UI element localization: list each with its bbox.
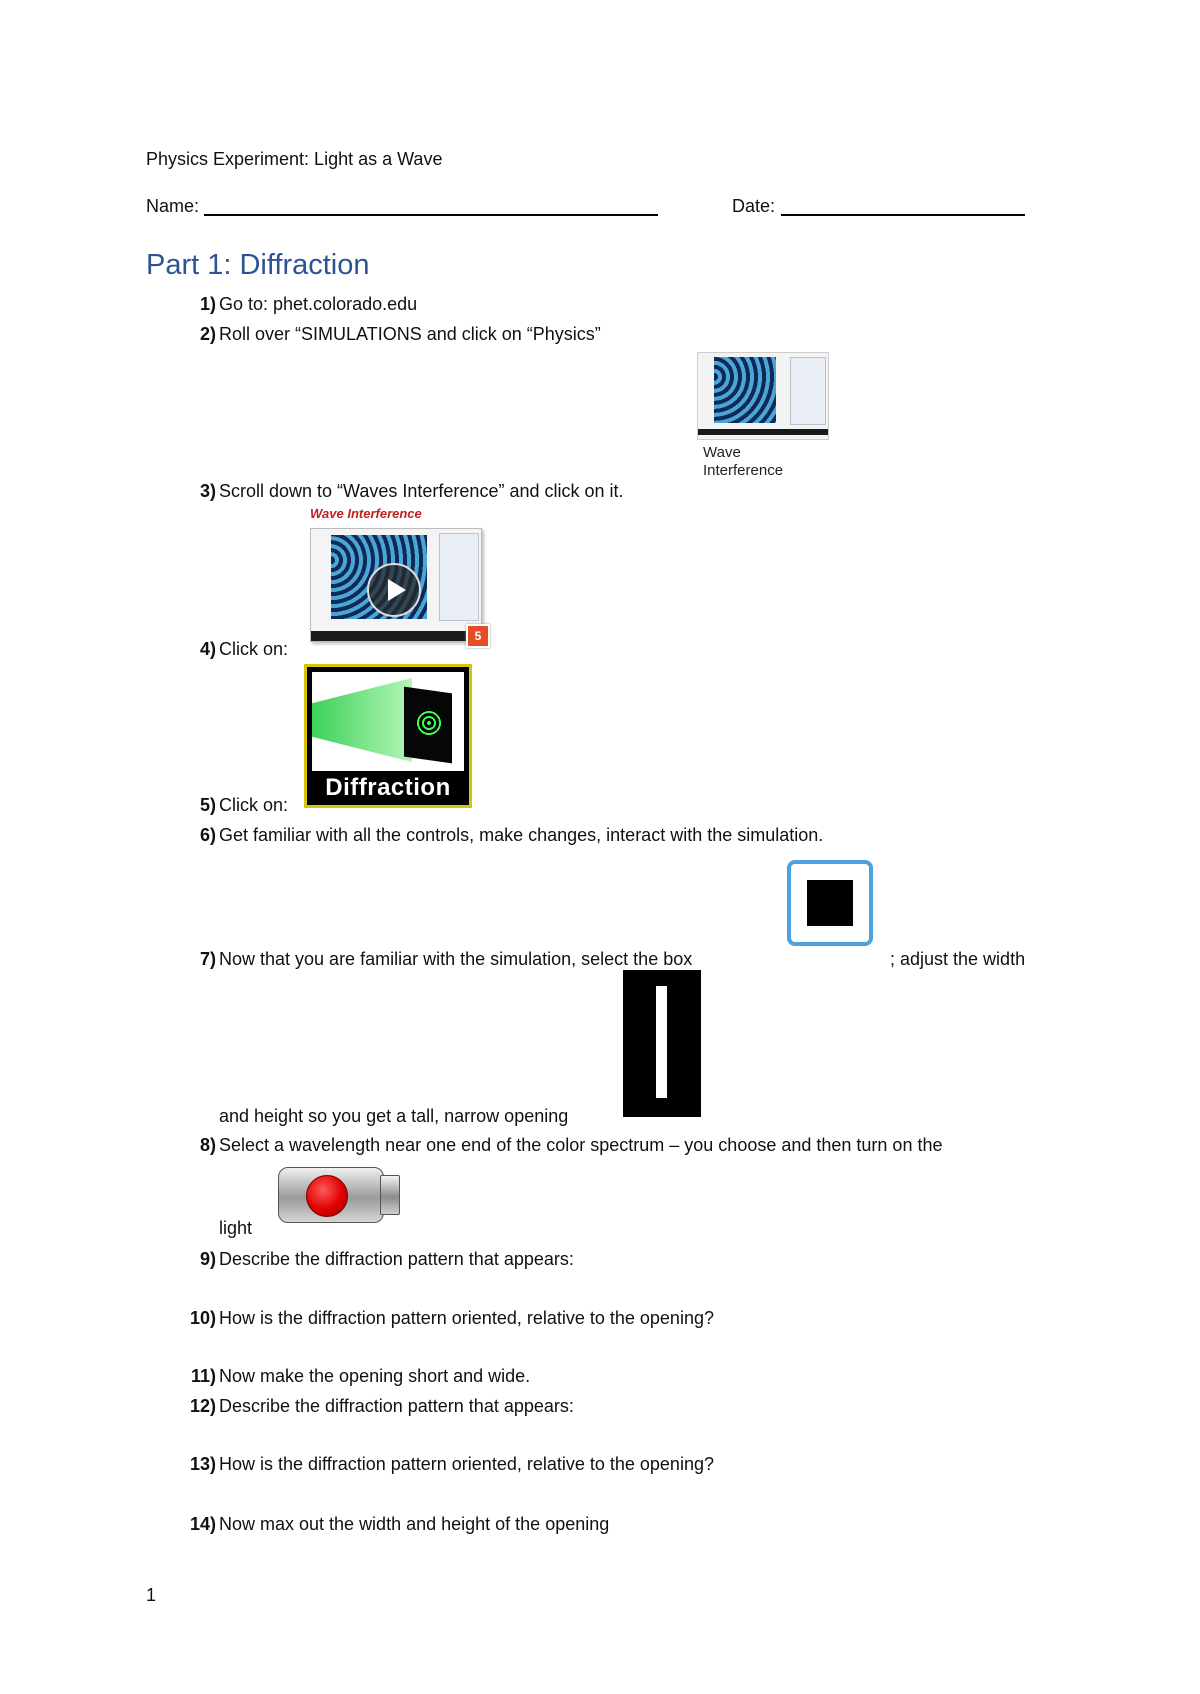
laser-nozzle: [380, 1175, 400, 1215]
slit-opening: [656, 986, 667, 1098]
step-text: Now max out the width and height of the opening: [219, 1514, 610, 1534]
step-text: How is the diffraction pattern oriented, relative to the opening?: [219, 1308, 714, 1328]
step-text: Click on:: [219, 795, 289, 815]
step-text: Scroll down to “Waves Interference” and click on it.: [219, 481, 624, 501]
simulation-preview-frame: [310, 528, 482, 642]
diffraction-screen-button[interactable]: [304, 664, 472, 808]
date-label: Date:: [732, 196, 776, 216]
light-beam-image: [312, 678, 412, 762]
step-text: Now that you are familiar with the simulation, select the box: [219, 949, 693, 969]
box-square: [807, 880, 853, 926]
wave-pattern-image: [714, 357, 776, 423]
step-text: Now make the opening short and wide.: [219, 1366, 531, 1386]
step-text: How is the diffraction pattern oriented, relative to the opening?: [219, 1454, 714, 1474]
toolbar-strip: [311, 631, 481, 641]
step-text-line2: light: [219, 1218, 253, 1238]
name-field-line[interactable]: [204, 214, 658, 216]
wave-interference-thumbnail[interactable]: [697, 352, 829, 490]
step-number: 13): [189, 1454, 216, 1474]
html5-icon: 5: [466, 624, 490, 648]
step-number: 10): [189, 1308, 216, 1328]
toolbar-strip: [698, 429, 828, 435]
step-number: 6): [199, 825, 216, 845]
step-text-line2: and height so you get a tall, narrow opening: [219, 1106, 569, 1126]
red-power-button-icon: [306, 1175, 348, 1217]
control-panel-image: [439, 533, 479, 621]
document-title: Physics Experiment: Light as a Wave: [146, 149, 443, 169]
step-text: Select a wavelength near one end of the color spectrum – you choose and then turn on the: [219, 1135, 943, 1155]
box-aperture-icon[interactable]: [787, 860, 873, 946]
step-number: 3): [199, 481, 216, 501]
name-label: Name:: [146, 196, 200, 216]
step-text: Click on:: [219, 639, 289, 659]
step-text-continued: ; adjust the width: [890, 949, 1026, 969]
thumbnail-caption: Wave: [703, 444, 741, 461]
thumbnail-caption: Interference: [703, 462, 784, 479]
step-number: 5): [199, 795, 216, 815]
step-number: 8): [199, 1135, 216, 1155]
narrow-slit-icon: [623, 970, 701, 1117]
step-number: 1): [199, 294, 216, 314]
thumbnail-title: Wave Interference: [310, 506, 422, 521]
page-number: 1: [146, 1585, 157, 1605]
date-field-line[interactable]: [781, 214, 1025, 216]
step-text: Describe the diffraction pattern that appears:: [219, 1249, 574, 1269]
simulation-preview-frame: [697, 352, 829, 440]
wave-interference-launch-thumbnail[interactable]: [308, 506, 493, 651]
step-text: Roll over “SIMULATIONS and click on “Physics”: [219, 324, 601, 344]
control-panel-image: [790, 357, 826, 425]
step-number: 12): [189, 1396, 216, 1416]
diffraction-rings-image: [416, 710, 442, 736]
diffraction-label: Diffraction: [325, 774, 451, 801]
light-source-button[interactable]: [278, 1165, 400, 1225]
step-number: 11): [190, 1366, 216, 1386]
step-number: 2): [199, 324, 216, 344]
play-icon[interactable]: [367, 563, 421, 617]
step-number: 9): [199, 1249, 216, 1269]
step-text: Go to: phet.colorado.edu: [219, 294, 418, 314]
step-number: 14): [189, 1514, 216, 1534]
diffraction-illustration: [312, 672, 464, 771]
step-number: 7): [199, 949, 216, 969]
step-text: Describe the diffraction pattern that appears:: [219, 1396, 574, 1416]
step-text: Get familiar with all the controls, make changes, interact with the simulation.: [219, 825, 824, 845]
section-heading-diffraction: Part 1: Diffraction: [146, 249, 370, 281]
step-number: 4): [199, 639, 216, 659]
